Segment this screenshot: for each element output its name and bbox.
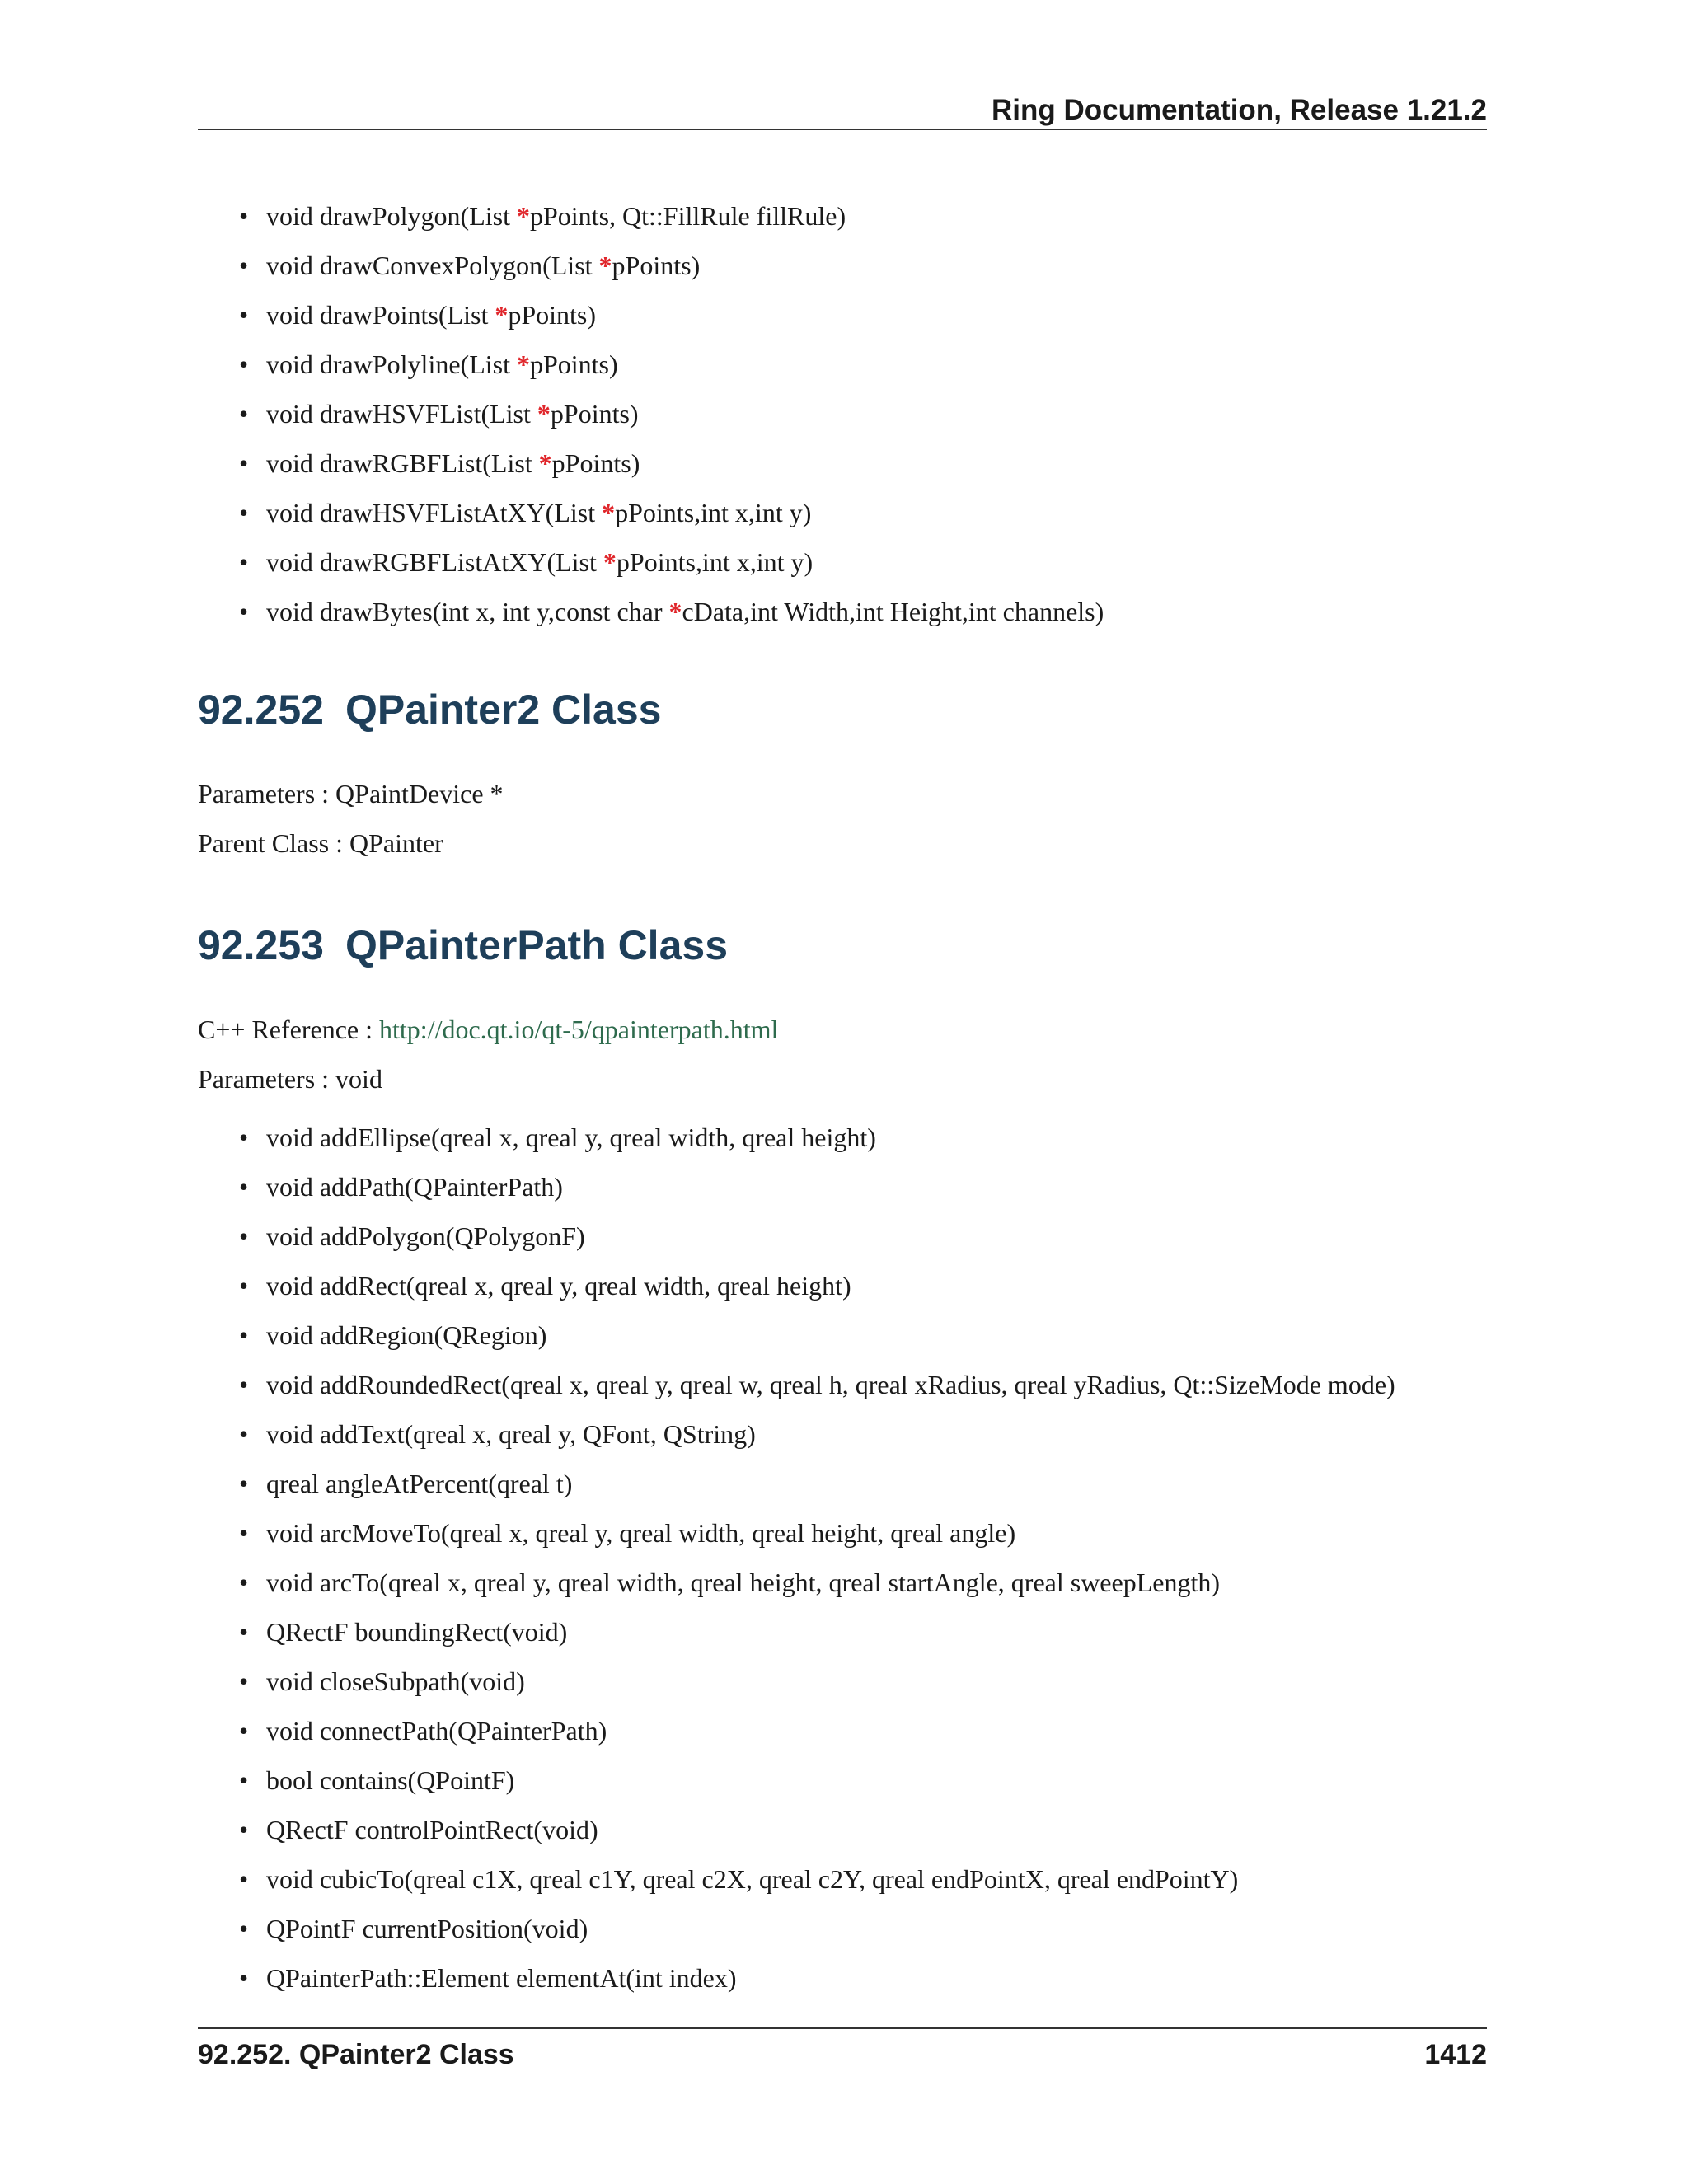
cpp-reference [198,1015,778,1045]
list-item: • void addPath(QPainterPath) [239,1172,563,1202]
cpp-reference-label: C++ Reference : [198,1015,379,1044]
list-item: • void addRect(qreal x, qreal y, qreal width, qreal height) [239,1271,851,1301]
cpp-reference-link[interactable]: http://doc.qt.io/qt-5/qpainterpath.html [379,1015,779,1044]
list-item: • QRectF controlPointRect(void) [239,1815,598,1844]
section-heading-qpainterpath [198,921,728,969]
list-item: • QPainterPath::Element elementAt(int index) [239,1963,737,1993]
section-number: 92.252 [198,687,324,733]
page-footer [198,2027,1487,2070]
list-item: • void arcMoveTo(qreal x, qreal y, qreal width, qreal height, qreal angle) [239,1518,1016,1548]
list-item: • void cubicTo(qreal c1X, qreal c1Y, qreal c2X, qreal c2Y, qreal endPointX, qreal endPointY) [239,1864,1239,1894]
list-item: • void drawRGBFListAtXY(List *pPoints,int x,int y) [239,547,814,577]
list-item: • void drawRGBFList(List *pPoints) [239,448,640,478]
parameters-text: Parameters : void [198,1064,382,1094]
section-heading-qpainter2 [198,686,661,733]
list-item: • void drawPolyline(List *pPoints) [239,349,618,379]
list-item: • void arcTo(qreal x, qreal y, qreal width, qreal height, qreal startAngle, qreal sweepLength) [239,1568,1220,1597]
qpainterpath-methods-list [239,1113,1395,2003]
page-number: 1412 [1424,2039,1487,2070]
list-item: • void drawHSVFList(List *pPoints) [239,399,639,429]
list-item: • bool contains(QPointF) [239,1765,515,1795]
list-item: • void drawBytes(int x, int y,const char *cData,int Width,int Height,int channels) [239,597,1104,626]
list-item: • void drawConvexPolygon(List *pPoints) [239,251,701,280]
page-header [198,91,1487,130]
list-item: • void addRegion(QRegion) [239,1320,547,1350]
footer-section-title: 92.252. QPainter2 Class [198,2039,514,2070]
draw-methods-list [239,191,1104,636]
list-item: • qreal angleAtPercent(qreal t) [239,1469,573,1498]
document-title: Ring Documentation, Release 1.21.2 [991,94,1487,126]
list-item: • void drawPolygon(List *pPoints, Qt::FillRule fillRule) [239,201,846,231]
section-title: QPainter2 Class [345,687,662,733]
parent-class-text: Parent Class : QPainter [198,828,443,858]
list-item: • void addPolygon(QPolygonF) [239,1221,585,1251]
list-item: • void drawHSVFListAtXY(List *pPoints,int x,int y) [239,498,812,527]
list-item: • void addRoundedRect(qreal x, qreal y, qreal w, qreal h, qreal xRadius, qreal yRadius, Qt::SizeMode mode) [239,1370,1395,1399]
list-item: • void connectPath(QPainterPath) [239,1716,607,1746]
section-title: QPainterPath Class [345,922,728,968]
list-item: • QRectF boundingRect(void) [239,1617,568,1647]
parameters-text: Parameters : QPaintDevice * [198,779,504,808]
list-item: • void addEllipse(qreal x, qreal y, qreal width, qreal height) [239,1122,876,1152]
list-item: • void addText(qreal x, qreal y, QFont, QString) [239,1419,756,1449]
list-item: • QPointF currentPosition(void) [239,1914,588,1943]
list-item: • void drawPoints(List *pPoints) [239,300,597,330]
list-item: • void closeSubpath(void) [239,1666,525,1696]
section-number: 92.253 [198,922,324,968]
